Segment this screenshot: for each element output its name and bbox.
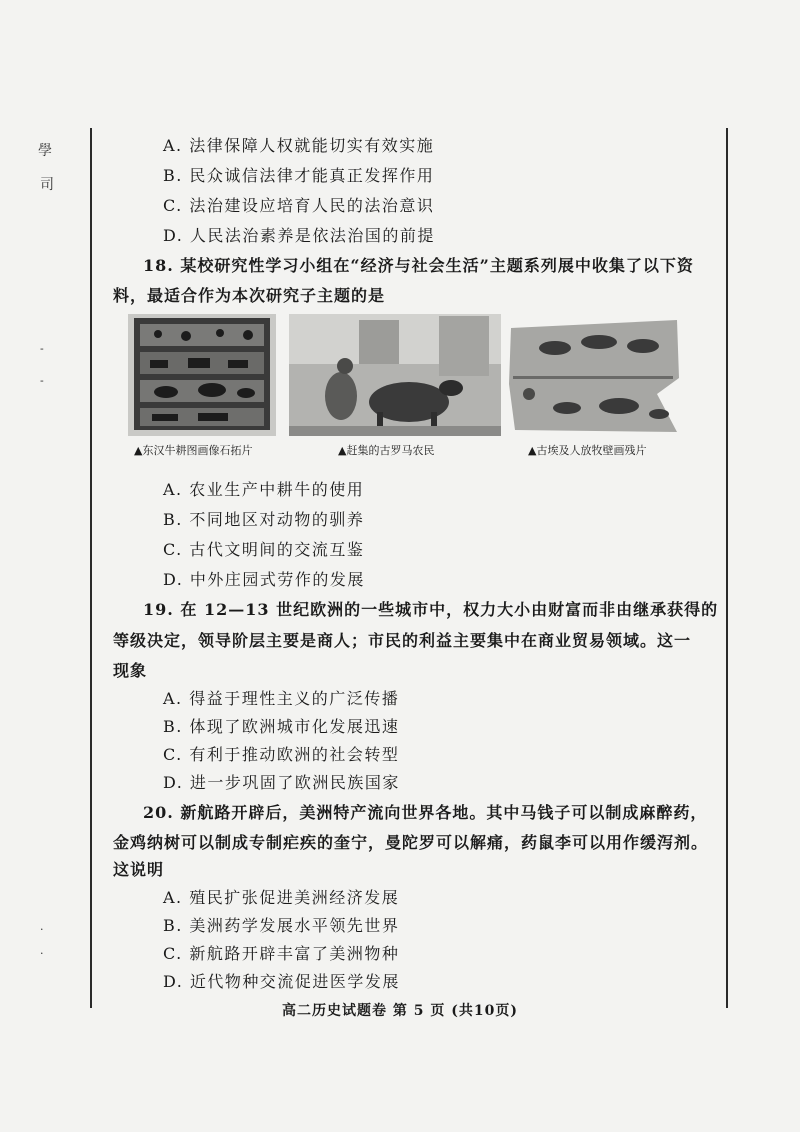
q20-stem: 这说明 xyxy=(113,860,165,879)
figure-caption: ▲东汉牛耕图画像石拓片 xyxy=(134,444,253,457)
q19-option-a: A. 得益于理性主义的广泛传播 xyxy=(163,689,400,708)
figure-roman-farmer-market xyxy=(289,314,501,436)
margin-note-second: 司 xyxy=(40,177,54,193)
q18-option-d: D. 中外庄园式劳作的发展 xyxy=(163,570,365,589)
margin-mark: . xyxy=(40,920,44,933)
margin-mark: . xyxy=(40,944,44,957)
q20-option-c: C. 新航路开辟丰富了美洲物种 xyxy=(163,944,400,963)
q18-option-b: B. 不同地区对动物的驯养 xyxy=(163,510,365,529)
q19-stem: 等级决定，领导阶层主要是商人；市民的利益主要集中在商业贸易领域。这一 xyxy=(113,631,692,650)
q20-option-d: D. 近代物种交流促进医学发展 xyxy=(163,972,400,991)
q19-stem: 19. 在 12—13 世纪欧洲的一些城市中，权力大小由财富而非由继承获得的 xyxy=(143,600,719,619)
q20-option-a: A. 殖民扩张促进美洲经济发展 xyxy=(163,888,400,907)
q19-option-d: D. 进一步巩固了欧洲民族国家 xyxy=(163,773,400,792)
figure-caption: ▲赶集的古罗马农民 xyxy=(338,444,435,457)
q18-stem: 料，最适合作为本次研究子主题的是 xyxy=(113,286,386,305)
q19-option-c: C. 有利于推动欧洲的社会转型 xyxy=(163,745,400,764)
right-margin-rule xyxy=(726,128,728,1008)
left-margin-rule xyxy=(90,128,92,1008)
q18-option-c: C. 古代文明间的交流互鉴 xyxy=(163,540,365,559)
q18-stem: 18. 某校研究性学习小组在“经济与社会生活”主题系列展中收集了以下资 xyxy=(143,256,694,275)
q19-option-b: B. 体现了欧洲城市化发展迅速 xyxy=(163,717,400,736)
q17-option-c: C. 法治建设应培育人民的法治意识 xyxy=(163,196,435,215)
q20-stem: 金鸡纳树可以制成专制疟疾的奎宁，曼陀罗可以解痛，药鼠李可以用作缓泻剂。 xyxy=(113,833,709,852)
margin-mark: - xyxy=(40,374,44,387)
margin-note-top: 學 xyxy=(38,143,52,159)
q17-option-a: A. 法律保障人权就能切实有效实施 xyxy=(163,136,435,155)
q19-stem: 现象 xyxy=(113,661,148,680)
figure-han-ox-plowing-rubbing xyxy=(128,314,276,436)
figure-caption: ▲古埃及人放牧壁画残片 xyxy=(528,444,647,457)
margin-mark: - xyxy=(40,342,44,355)
q17-option-b: B. 民众诚信法律才能真正发挥作用 xyxy=(163,166,435,185)
q17-option-d: D. 人民法治素养是依法治国的前提 xyxy=(163,226,435,245)
q20-stem: 20. 新航路开辟后，美洲特产流向世界各地。其中马钱子可以制成麻醉药， xyxy=(143,803,708,822)
q20-option-b: B. 美洲药学发展水平领先世界 xyxy=(163,916,400,935)
figure-egyptian-herding-mural xyxy=(507,314,683,436)
page-footer: 高二历史试题卷 第 5 页 (共10页) xyxy=(282,1003,518,1019)
q18-option-a: A. 农业生产中耕牛的使用 xyxy=(163,480,365,499)
